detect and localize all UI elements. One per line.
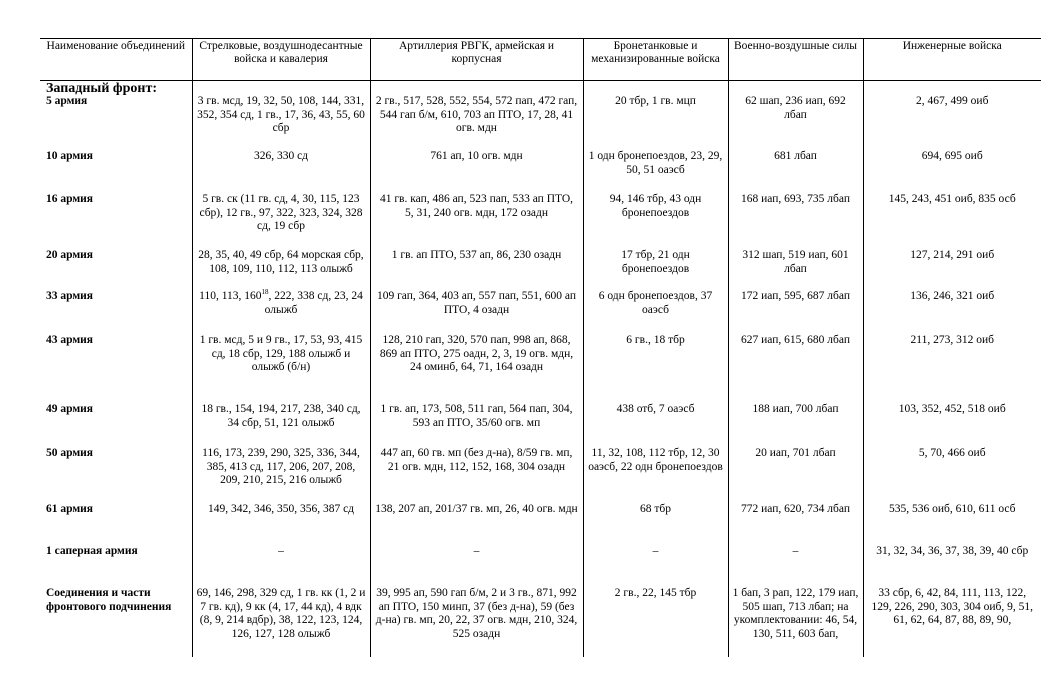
armor-cell: – [583, 545, 728, 587]
air-cell: 627 иап, 615, 680 лбап [728, 334, 863, 403]
rifle-cell: 149, 342, 346, 350, 356, 387 сд [192, 503, 370, 545]
table-row [40, 249, 1041, 290]
formation-name: Соединения и части фронтового подчинения [46, 587, 172, 613]
armor-cell: 17 тбр, 21 одн бронепоездов [583, 249, 728, 290]
formation-name: 1 саперная армия [46, 545, 138, 558]
artillery-cell: 128, 210 гап, 320, 570 пап, 998 ап, 868, 869 ап ПТО, 275 оадн, 2, 3, 19 огв. мдн, 24 оминб, 64, 71, 164 озадн [370, 334, 583, 403]
rifle-cell: 18 гв., 154, 194, 217, 238, 340 сд, 34 сбр, 51, 121 олыжб [192, 403, 370, 447]
formation-name: 16 армия [46, 193, 94, 206]
air-cell: 20 иап, 701 лбап [728, 447, 863, 503]
engineers-cell: 2, 467, 499 оиб [863, 95, 1041, 150]
rifle-text-b: , 222, 338 сд, 23, 24 олыжб [264, 290, 363, 316]
table-row [40, 503, 1041, 545]
formation-name: 50 армия [46, 447, 94, 460]
rifle-cell [192, 290, 370, 334]
col-header-armor: Бронетанковые и механизированные войска [583, 39, 728, 81]
air-cell: 772 иап, 620, 734 лбап [728, 503, 863, 545]
engineers-cell: 136, 246, 321 оиб [863, 290, 1041, 334]
artillery-cell: – [370, 545, 583, 587]
header-row [40, 39, 1041, 81]
formation-name: 33 армия [46, 290, 94, 303]
formation-name: 5 армия [46, 95, 88, 108]
artillery-cell: 39, 995 ап, 590 гап б/м, 2 и 3 гв., 871, 992 ап ПТО, 150 минп, 37 (без д-на), 59 (без д-на) гв. мп, 20, 22, 37 огв. мдн, 210, 324, 525 озадн [370, 587, 583, 657]
engineers-cell: 31, 32, 34, 36, 37, 38, 39, 40 сбр [863, 545, 1041, 587]
engineers-cell: 694, 695 оиб [863, 150, 1041, 193]
armor-cell: 6 гв., 18 тбр [583, 334, 728, 403]
front-title-row [40, 81, 1041, 96]
formation-name: 61 армия [46, 503, 94, 516]
rifle-cell: – [192, 545, 370, 587]
formation-name: 20 армия [46, 249, 94, 262]
armor-cell: 94, 146 тбр, 43 одн бронепоездов [583, 193, 728, 249]
air-cell: – [728, 545, 863, 587]
air-cell: 188 иап, 700 лбап [728, 403, 863, 447]
armor-cell: 2 гв., 22, 145 тбр [583, 587, 728, 657]
table-row [40, 545, 1041, 587]
air-cell: 1 бап, 3 рап, 122, 179 иап, 505 шап, 713 лбап; на укомплектовании: 46, 54, 130, 511, 603 бап, [728, 587, 863, 657]
artillery-cell: 109 гап, 364, 403 ап, 557 пап, 551, 600 ап ПТО, 4 озадн [370, 290, 583, 334]
col-header-formation: Наименование объединений [40, 39, 192, 81]
rifle-cell: 326, 330 сд [192, 150, 370, 193]
engineers-cell: 127, 214, 291 оиб [863, 249, 1041, 290]
rifle-cell: 69, 146, 298, 329 сд, 1 гв. кк (1, 2 и 7 гв. кд), 9 кк (4, 17, 44 кд), 4 вдк (8, 9, 214 вдбр), 38, 122, 123, 124, 126, 127, 128 олыжб [192, 587, 370, 657]
air-cell: 62 шап, 236 иап, 692 лбап [728, 95, 863, 150]
rifle-text-a: 110, 113, 160 [199, 290, 262, 303]
air-cell: 312 шап, 519 иап, 601 лбап [728, 249, 863, 290]
table-row [40, 587, 1041, 657]
armor-cell: 20 тбр, 1 гв. мцп [583, 95, 728, 150]
rifle-cell: 5 гв. ск (11 гв. сд, 4, 30, 115, 123 сбр), 12 гв., 97, 322, 323, 324, 328 сд, 19 сбр [192, 193, 370, 249]
footnote-marker: 18 [261, 288, 269, 297]
engineers-cell: 145, 243, 451 оиб, 835 осб [863, 193, 1041, 249]
artillery-cell: 138, 207 ап, 201/37 гв. мп, 26, 40 огв. мдн [370, 503, 583, 545]
engineers-cell: 103, 352, 452, 518 оиб [863, 403, 1041, 447]
engineers-cell: 535, 536 оиб, 610, 611 осб [863, 503, 1041, 545]
air-cell: 681 лбап [728, 150, 863, 193]
document-page [40, 38, 1041, 657]
rifle-cell: 116, 173, 239, 290, 325, 336, 344, 385, 413 сд, 117, 206, 207, 208, 209, 210, 215, 216 олыжб [192, 447, 370, 503]
col-header-artillery: Артиллерия РВГК, армейская и корпусная [370, 39, 583, 81]
order-of-battle-table [40, 38, 1041, 657]
armor-cell: 1 одн бронепоездов, 23, 29, 50, 51 оаэсб [583, 150, 728, 193]
formation-name: 49 армия [46, 403, 94, 416]
table-row [40, 193, 1041, 249]
front-title: Западный фронт: [46, 81, 157, 96]
table-row [40, 334, 1041, 403]
engineers-cell: 33 сбр, 6, 42, 84, 111, 113, 122, 129, 226, 290, 303, 304 оиб, 9, 51, 61, 62, 64, 87, 88, 89, 90, [863, 587, 1041, 657]
artillery-cell: 761 ап, 10 огв. мдн [370, 150, 583, 193]
rifle-cell: 3 гв. мсд, 19, 32, 50, 108, 144, 331, 352, 354 сд, 1 гв., 17, 36, 43, 55, 60 сбр [192, 95, 370, 150]
artillery-cell: 41 гв. кап, 486 ап, 523 пап, 533 ап ПТО, 5, 31, 240 огв. мдн, 172 озадн [370, 193, 583, 249]
table-row [40, 150, 1041, 193]
artillery-cell: 2 гв., 517, 528, 552, 554, 572 пап, 472 гап, 544 гап б/м, 610, 703 ап ПТО, 17, 28, 41 огв. мдн [370, 95, 583, 150]
rifle-cell: 1 гв. мсд, 5 и 9 гв., 17, 53, 93, 415 сд, 18 сбр, 129, 188 олыжб и олыжб (б/н) [192, 334, 370, 403]
table-row [40, 95, 1041, 150]
armor-cell: 6 одн бронепоездов, 37 оаэсб [583, 290, 728, 334]
armor-cell: 11, 32, 108, 112 тбр, 12, 30 оаэсб, 22 одн бронепоездов [583, 447, 728, 503]
air-cell: 172 иап, 595, 687 лбап [728, 290, 863, 334]
artillery-cell: 447 ап, 60 гв. мп (без д-на), 8/59 гв. мп, 21 огв. мдн, 112, 152, 168, 304 озадн [370, 447, 583, 503]
formation-name: 43 армия [46, 334, 94, 347]
table-row [40, 403, 1041, 447]
col-header-engineers: Инженерные войска [863, 39, 1041, 81]
table-row [40, 290, 1041, 334]
formation-name: 10 армия [46, 150, 94, 163]
artillery-cell: 1 гв. ап ПТО, 537 ап, 86, 230 озадн [370, 249, 583, 290]
col-header-air: Военно-воздушные силы [728, 39, 863, 81]
artillery-cell: 1 гв. ап, 173, 508, 511 гап, 564 пап, 304, 593 ап ПТО, 35/60 огв. мп [370, 403, 583, 447]
engineers-cell: 211, 273, 312 оиб [863, 334, 1041, 403]
rifle-cell: 28, 35, 40, 49 сбр, 64 морская сбр, 108, 109, 110, 112, 113 олыжб [192, 249, 370, 290]
table-row [40, 447, 1041, 503]
engineers-cell: 5, 70, 466 оиб [863, 447, 1041, 503]
armor-cell: 438 отб, 7 оаэсб [583, 403, 728, 447]
col-header-rifle: Стрелковые, воздушнодесантные войска и кавалерия [192, 39, 370, 81]
air-cell: 168 иап, 693, 735 лбап [728, 193, 863, 249]
armor-cell: 68 тбр [583, 503, 728, 545]
